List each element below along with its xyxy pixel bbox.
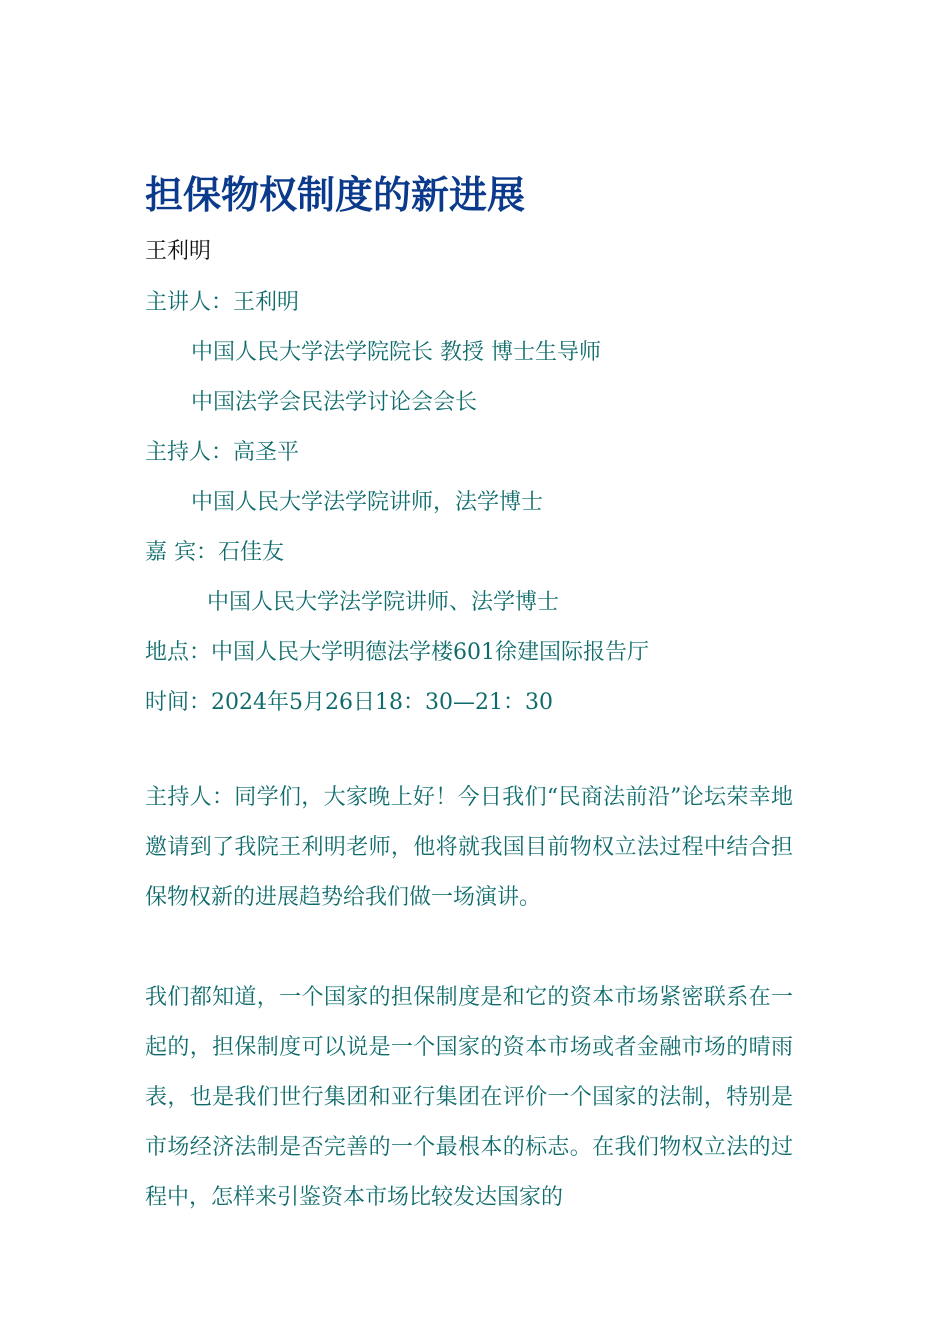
document-title: 担保物权制度的新进展 [145, 172, 526, 217]
guest-line: 嘉 宾：石佳友 [145, 540, 284, 565]
venue-line: 地点：中国人民大学明德法学楼601徐建国际报告厅 [145, 640, 649, 665]
host-title-line: 中国人民大学法学院讲师，法学博士 [191, 490, 544, 515]
speaker-title-line: 中国法学会民法学讨论会会长 [191, 390, 478, 415]
speaker-line: 主讲人：王利明 [145, 290, 300, 315]
body-paragraph: 主持人：同学们，大家晚上好！今日我们“民商法前沿”论坛荣幸地邀请到了我院王利明老师，他将就我国目前物权立法过程中结合担保物权新的进展趋势给我们做一场演讲。 [145, 785, 793, 910]
host-line: 主持人：高圣平 [145, 440, 300, 465]
document-author: 王利明 [145, 239, 212, 264]
time-line: 时间：2024年5月26日18：30—21：30 [145, 690, 553, 715]
speaker-title-line: 中国人民大学法学院院长 教授 博士生导师 [191, 340, 601, 365]
guest-title-line: 中国人民大学法学院讲师、法学博士 [207, 590, 560, 615]
body-paragraph: 我们都知道，一个国家的担保制度是和它的资本市场紧密联系在一起的，担保制度可以说是一个国家的资本市场或者金融市场的晴雨表，也是我们世行集团和亚行集团在评价一个国家的法制，特别是市场经济法制是否完善的一个最根本的标志。在我们物权立法的过程中，怎样来引鉴资本市场比较发达国家的 [145, 985, 793, 1210]
